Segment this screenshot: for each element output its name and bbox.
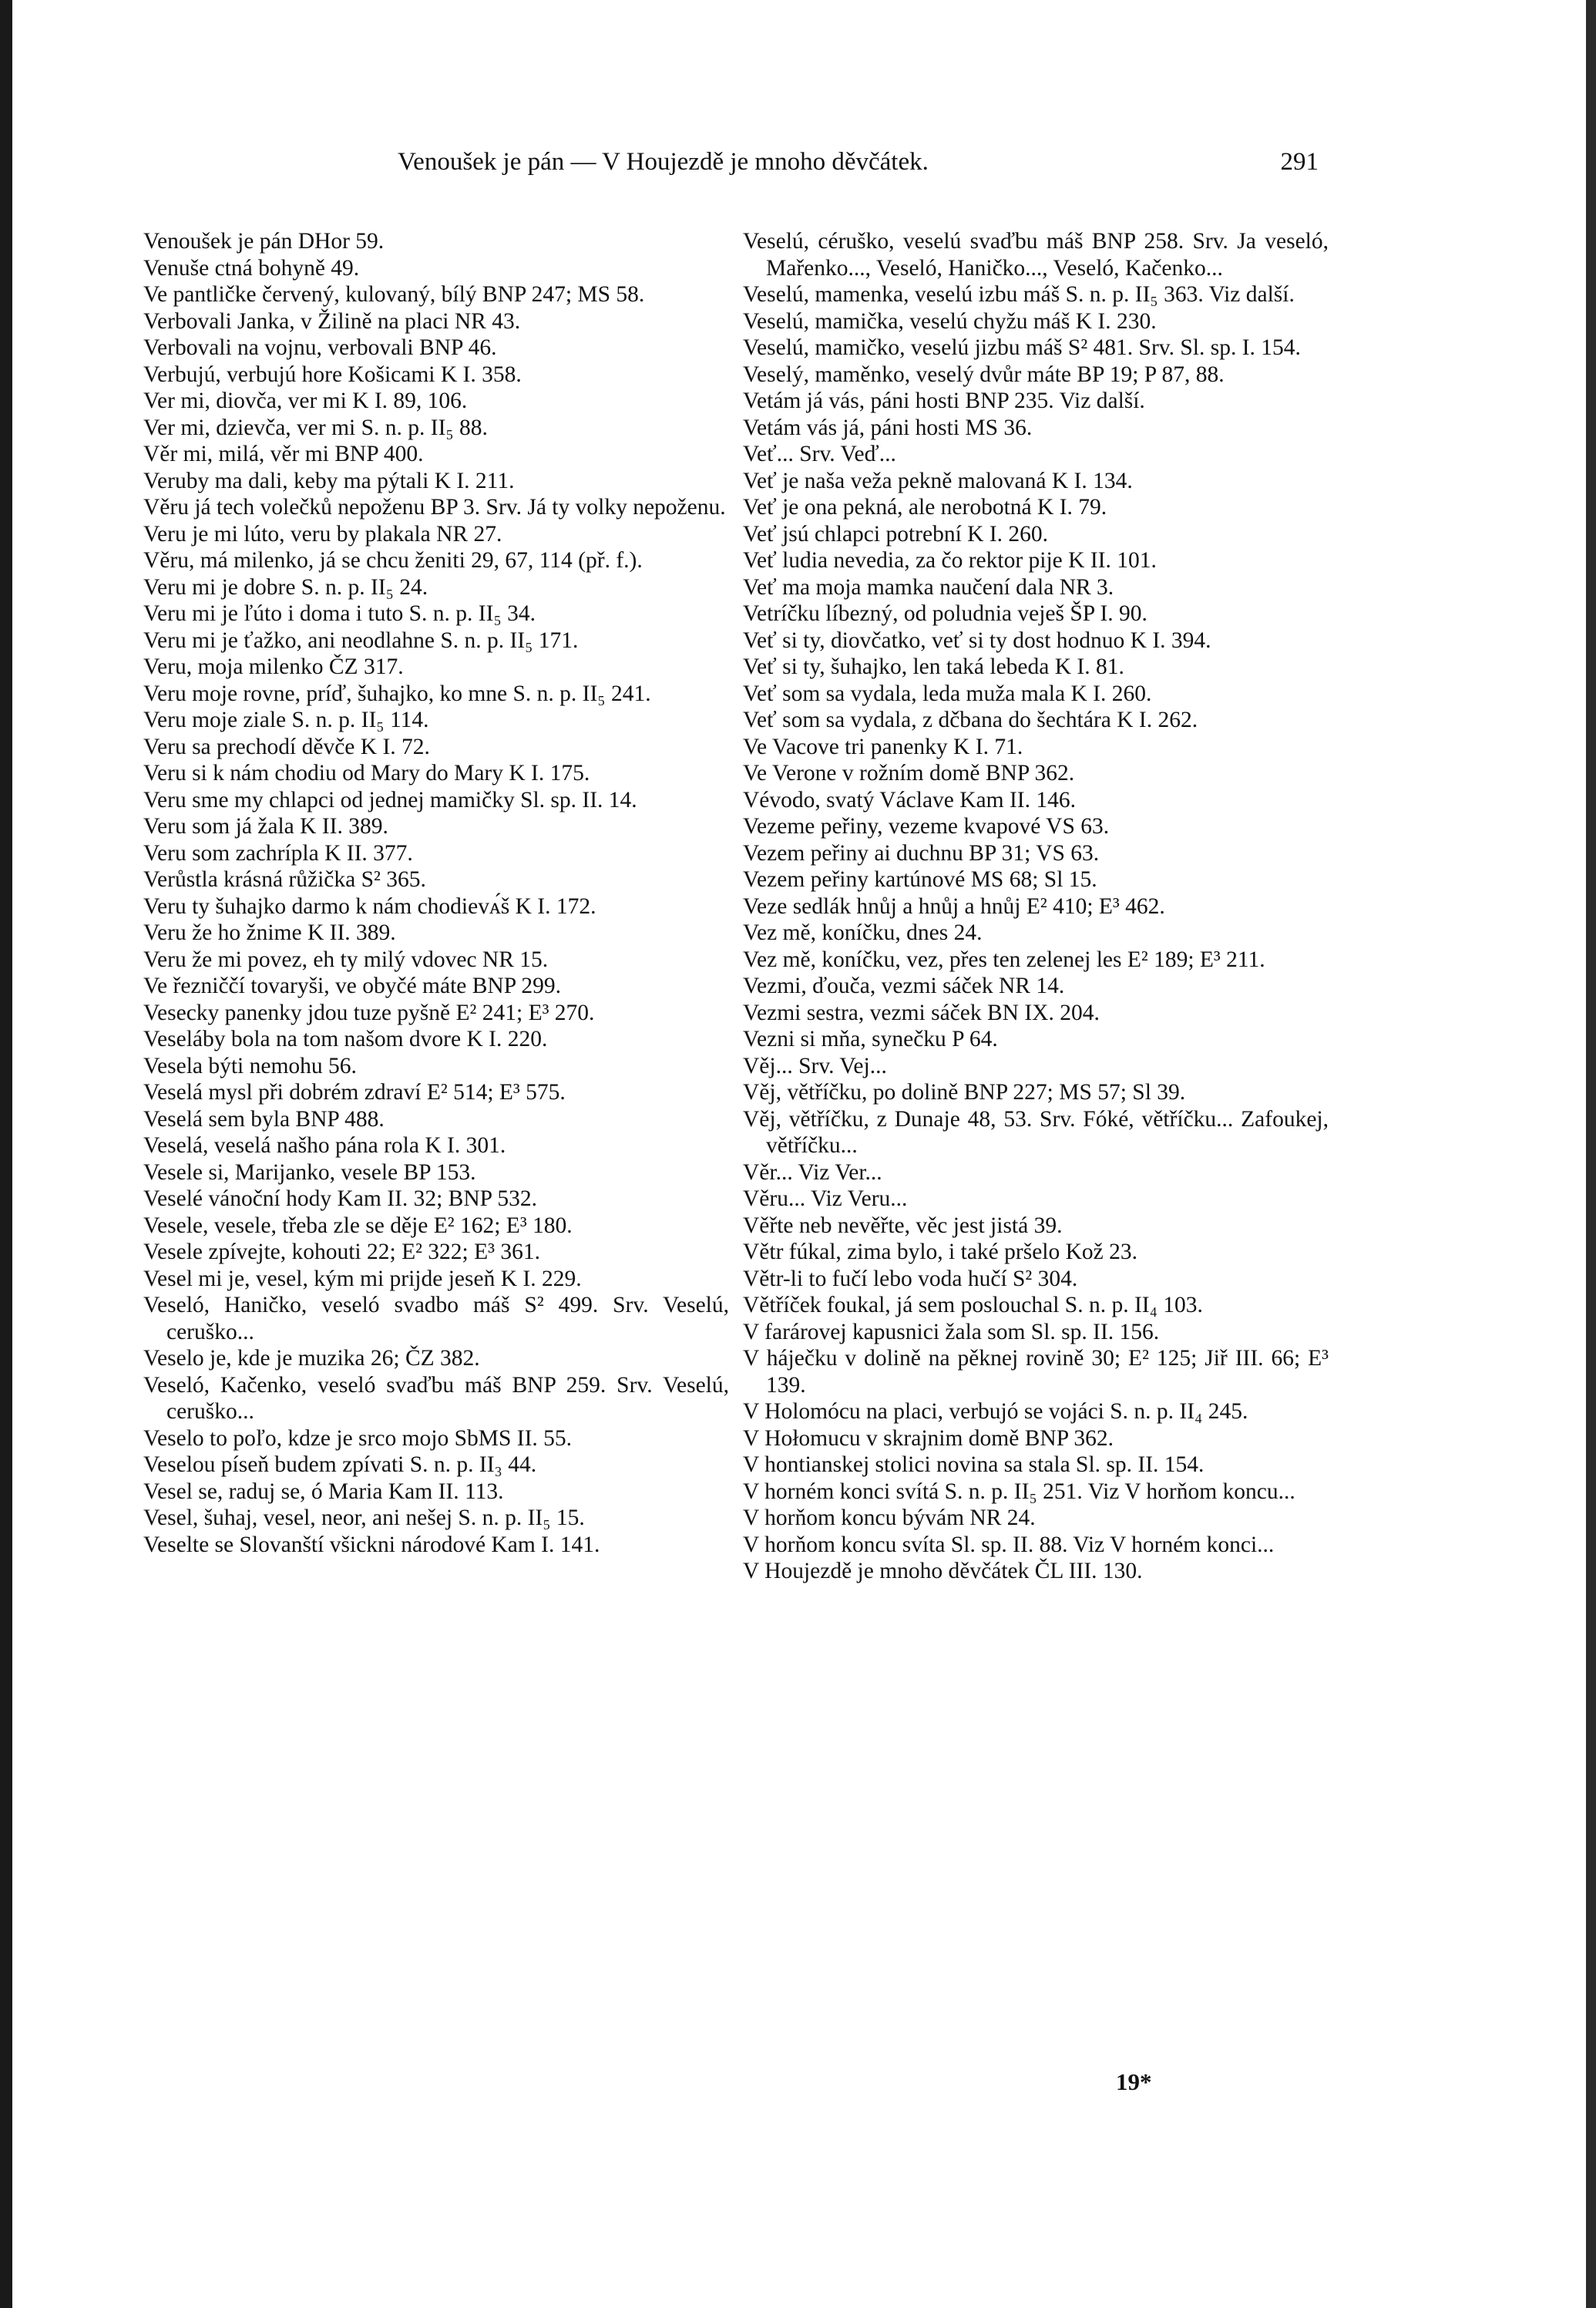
index-entry: Ve řezniččí tovaryši, ve obyčé máte BNP 299. xyxy=(143,974,562,998)
index-entry: Veru, moja milenko ČZ 317. xyxy=(143,654,404,679)
signature-mark: 19* xyxy=(1116,2068,1152,2095)
index-entry: Verbujú, verbujú hore Košicami K I. 358. xyxy=(143,362,522,387)
index-column-right xyxy=(743,228,1329,1585)
page-number: 291 xyxy=(1280,148,1319,176)
index-entry: Vévodo, svatý Václave Kam II. 146. xyxy=(743,787,1076,813)
index-entry: Ver mi, dzievča, ver mi S. n. p. II₅ 88. xyxy=(143,415,488,440)
index-entry: Veseláby bola na tom našom dvore K I. 220. xyxy=(143,1027,548,1051)
index-entry: Veru moje rovne, príď, šuhajko, ko mne S. n. p. II₅ 241. xyxy=(143,681,651,706)
index-entry: Ve Verone v rožním domě BNP 362. xyxy=(743,761,1075,786)
running-title: Venoušek je pán — V Houjezdě je mnoho děvčátek. xyxy=(398,148,929,176)
index-entry: Venuše ctná bohyně 49. xyxy=(143,255,360,281)
index-entry: Veť si ty, šuhajko, len taká lebeda K I. 81. xyxy=(743,654,1124,679)
index-entry: Vesele si, Marijanko, vesele BP 153. xyxy=(143,1159,476,1185)
index-entry: Veselá, veselá našho pána rola K I. 301. xyxy=(143,1133,506,1158)
index-entry: Veť ludia nevedia, za čo rektor pije K II. 101. xyxy=(743,548,1157,573)
index-entry: Věj, větříčku, po dolině BNP 227; MS 57; Sl 39. xyxy=(743,1080,1186,1105)
index-entry: Vetám vás já, páni hosti MS 36. xyxy=(743,415,1033,440)
index-entry: Vesecky panenky jdou tuze pyšně E² 241; E³ 270. xyxy=(143,1000,595,1025)
index-entry: Veru mi je ľúto i doma i tuto S. n. p. II₅ 34. xyxy=(143,601,536,626)
index-entry: V horňom koncu bývám NR 24. xyxy=(743,1506,1036,1530)
index-entry: Veť je naša veža pekně malovaná K I. 134. xyxy=(743,468,1133,493)
index-entry: Věru, má milenko, já se chcu ženiti 29, 67, 114 (př. f.). xyxy=(143,548,643,573)
index-entry: Veť ma moja mamka naučení dala NR 3. xyxy=(743,574,1114,600)
index-entry: Vetríčku líbezný, od poludnia veješ ŠP I. 90. xyxy=(743,601,1147,626)
index-entry: V farárovej kapusnici žala som Sl. sp. II. 156. xyxy=(743,1319,1160,1344)
index-entry: Ve pantličke červený, kulovaný, bílý BNP 247; MS 58. xyxy=(143,282,645,307)
index-entry: Veru som zachrípla K II. 377. xyxy=(143,840,413,866)
index-entry: Věru já tech volečků nepoženu BP 3. Srv. Já ty volky nepoženu. xyxy=(143,495,726,520)
index-entry: Verbovali Janka, v Žilině na placi NR 43. xyxy=(143,308,521,334)
index-entry: Vesel mi je, vesel, kým mi prijde jeseň K I. 229. xyxy=(143,1266,582,1291)
index-entry: Veselá sem byla BNP 488. xyxy=(143,1106,385,1132)
index-entry: Veze sedlák hnůj a hnůj a hnůj E² 410; E³ 462. xyxy=(743,893,1165,919)
index-entry: Věr... Viz Ver... xyxy=(743,1159,882,1185)
index-entry: Veselé vánoční hody Kam II. 32; BNP 532. xyxy=(143,1186,537,1211)
index-entry: V Hołomucu v skrajnim domě BNP 362. xyxy=(743,1425,1114,1451)
scan-edge-right xyxy=(1586,0,1596,2308)
index-entry: Veseló, Haničko, veseló svadbo máš S² 499. Srv. Veselú, ceruško... xyxy=(143,1293,729,1344)
index-entry: V háječku v dolině na pěknej rovině 30; E² 125; Jiř III. 66; E³ 139. xyxy=(743,1346,1329,1398)
index-entry: Veť... Srv. Veď... xyxy=(743,442,896,466)
index-entry: Veselou píseň budem zpívati S. n. p. II₃ 44. xyxy=(143,1452,537,1477)
index-entry: Veselú, mamičko, veselú jizbu máš S² 481. Srv. Sl. sp. I. 154. xyxy=(743,335,1301,360)
index-entry: Veť som sa vydala, leda muža mala K I. 260. xyxy=(743,681,1152,706)
index-entry: Veť som sa vydala, z dčbana do šechtára K I. 262. xyxy=(743,708,1198,732)
index-entry: Veť si ty, diovčatko, veť si ty dost hodnuo K I. 394. xyxy=(743,627,1211,653)
index-entry: V Holomócu na placi, verbujó se vojáci S. n. p. II₄ 245. xyxy=(743,1399,1248,1424)
index-entry: Verbovali na vojnu, verbovali BNP 46. xyxy=(143,335,497,360)
index-entry: Věr mi, milá, věr mi BNP 400. xyxy=(143,442,424,466)
index-entry: Vesel, šuhaj, vesel, neor, ani nešej S. n. p. II₅ 15. xyxy=(143,1506,585,1530)
index-entry: Větříček foukal, já sem poslouchal S. n. p. II₄ 103. xyxy=(743,1293,1203,1317)
index-entry: Vezni si mňa, synečku P 64. xyxy=(743,1027,998,1051)
index-entry: Vesela býti nemohu 56. xyxy=(143,1053,357,1078)
index-entry: Větr-li to fučí lebo voda hučí S² 304. xyxy=(743,1266,1078,1291)
index-entry: Věj... Srv. Vej... xyxy=(743,1053,887,1078)
index-entry: Vetám já vás, páni hosti BNP 235. Viz další. xyxy=(743,389,1145,413)
index-entry: Veseló, Kačenko, veseló svaďbu máš BNP 259. Srv. Veselú, ceruško... xyxy=(143,1372,729,1424)
index-entry: Veselý, maměnko, veselý dvůr máte BP 19; P 87, 88. xyxy=(743,362,1225,387)
index-entry: Vezeme peřiny, vezeme kvapové VS 63. xyxy=(743,814,1110,839)
index-entry: Vesele zpívejte, kohouti 22; E² 322; E³ 361. xyxy=(143,1240,540,1264)
index-entry: Verůstla krásná růžička S² 365. xyxy=(143,867,426,892)
index-entry: Ve Vacove tri panenky K I. 71. xyxy=(743,734,1023,759)
index-entry: Veť jsú chlapci potrební K I. 260. xyxy=(743,521,1049,547)
index-entry: Veru som já žala K II. 389. xyxy=(143,814,388,839)
index-entry: Vez mě, koníčku, vez, přes ten zelenej les E² 189; E³ 211. xyxy=(743,947,1265,972)
index-entry: Veselte se Slovanští všickni národové Kam I. 141. xyxy=(143,1532,600,1557)
index-entry: Veru ty šuhajko darmo k nám chodievᴀ́š K I. 172. xyxy=(143,893,596,919)
index-entry: Veselú, céruško, veselú svaďbu máš BNP 258. Srv. Ja veseló, Mařenko..., Veseló, Haničko..., Veseló, Kačenko... xyxy=(743,229,1329,281)
index-entry: Vezem peřiny ai duchnu BP 31; VS 63. xyxy=(743,840,1100,866)
index-entry: Věřte neb nevěřte, věc jest jistá 39. xyxy=(743,1213,1063,1238)
page-header xyxy=(398,146,1319,177)
index-entry: Veselá mysl při dobrém zdraví E² 514; E³ 575. xyxy=(143,1080,566,1105)
index-entry: Ver mi, diovča, ver mi K I. 89, 106. xyxy=(143,389,468,413)
index-entry: Vez mě, koníčku, dnes 24. xyxy=(743,920,983,945)
index-entry: Věru... Viz Veru... xyxy=(743,1186,908,1211)
index-entry: Veru je mi lúto, veru by plakala NR 27. xyxy=(143,521,502,547)
index-entry: Veselo to poľo, kdze je srco mojo SbMS II. 55. xyxy=(143,1425,573,1451)
index-entry: Vezmi, ďouča, vezmi sáček NR 14. xyxy=(743,974,1065,998)
index-entry: Veru sme my chlapci od jednej mamičky Sl. sp. II. 14. xyxy=(143,787,637,813)
index-entry: Veruby ma dali, keby ma pýtali K I. 211. xyxy=(143,468,515,493)
index-entry: Veselú, mamička, veselú chyžu máš K I. 230. xyxy=(743,308,1157,334)
index-entry: Veru že mi povez, eh ty milý vdovec NR 15. xyxy=(143,947,549,972)
index-entry: Veselú, mamenka, veselú izbu máš S. n. p. II₅ 363. Viz další. xyxy=(743,282,1295,307)
index-entry: Vezem peřiny kartúnové MS 68; Sl 15. xyxy=(743,867,1097,892)
index-entry: Veselo je, kde je muzika 26; ČZ 382. xyxy=(143,1346,480,1371)
index-entry: Veru mi je dobre S. n. p. II₅ 24. xyxy=(143,574,428,600)
index-entry: Veru že ho žnime K II. 389. xyxy=(143,920,396,945)
index-entry: Veru moje ziale S. n. p. II₅ 114. xyxy=(143,708,429,732)
index-entry: V hontianskej stolici novina sa stala Sl. sp. II. 154. xyxy=(743,1452,1205,1477)
scan-edge-left xyxy=(0,0,12,2308)
index-entry: V horném konci svítá S. n. p. II₅ 251. Viz V horňom koncu... xyxy=(743,1479,1295,1504)
index-entry: Věj, větříčku, z Dunaje 48, 53. Srv. Fóké, větříčku... Zafoukej, větříčku... xyxy=(743,1106,1329,1158)
index-entry: Vesel se, raduj se, ó Maria Kam II. 113. xyxy=(143,1479,504,1504)
index-entry: Větr fúkal, zima bylo, i také pršelo Kož 23. xyxy=(743,1240,1138,1264)
index-entry: Veru mi je ťažko, ani neodlahne S. n. p. II₅ 171. xyxy=(143,627,579,653)
index-entry: Vesele, vesele, třeba zle se děje E² 162; E³ 180. xyxy=(143,1213,573,1238)
index-entry: V Houjezdě je mnoho děvčátek ČL III. 130. xyxy=(743,1559,1143,1583)
index-column-left xyxy=(143,228,729,1558)
index-entry: V horňom koncu svíta Sl. sp. II. 88. Viz V horném konci... xyxy=(743,1532,1275,1557)
index-entry: Veť je ona pekná, ale nerobotná K I. 79. xyxy=(743,495,1107,520)
index-entry: Vezmi sestra, vezmi sáček BN IX. 204. xyxy=(743,1000,1100,1025)
index-entry: Venoušek je pán DHor 59. xyxy=(143,229,385,254)
index-entry: Veru si k nám chodiu od Mary do Mary K I. 175. xyxy=(143,761,590,786)
index-entry: Veru sa prechodí děvče K I. 72. xyxy=(143,734,430,759)
